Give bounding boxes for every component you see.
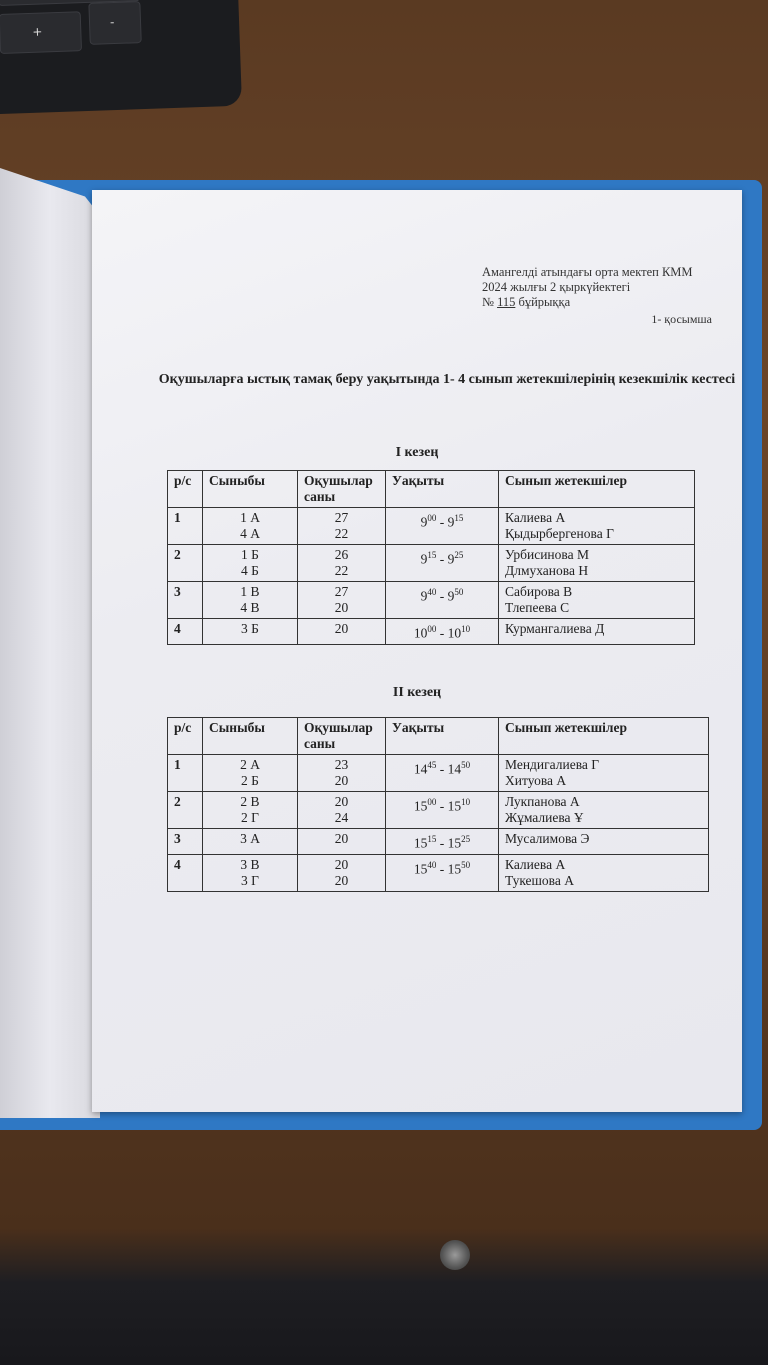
student-count-cell — [298, 508, 386, 545]
row-number: 3 — [168, 829, 203, 855]
student-count: 22 — [334, 563, 349, 578]
time-separator: - — [436, 625, 448, 641]
teacher-name-cell — [499, 854, 709, 891]
student-count-cell — [298, 545, 386, 582]
teacher-name: Сабирова В — [505, 584, 573, 599]
teacher-name-cell — [499, 792, 709, 829]
row-number: 4 — [168, 854, 203, 891]
class-name-cell — [203, 792, 298, 829]
student-count: 20 — [334, 831, 349, 846]
class-name: 3 В — [240, 856, 260, 872]
student-count-cell — [298, 582, 386, 619]
student-count: 20 — [334, 600, 349, 615]
time-from-minute: 15 — [427, 550, 437, 560]
order-number-suffix: бұйрыққа — [518, 295, 571, 309]
student-count: 23 — [334, 757, 349, 772]
class-name: 2 В — [240, 794, 260, 809]
keyboard-key-plus: + — [0, 11, 82, 54]
time-from-hour: 15 — [413, 835, 428, 851]
teacher-name: Хитуова А — [505, 773, 567, 788]
class-name: 2 Г — [241, 810, 259, 825]
table-row — [168, 619, 695, 645]
col-num: р/с — [168, 471, 203, 508]
col-teachers: Сынып жетекшілер — [499, 718, 709, 755]
teacher-name: Қыдырбергенова Г — [505, 526, 614, 541]
class-name: 4 В — [240, 600, 260, 615]
class-name: 3 А — [240, 831, 260, 846]
teacher-name-cell — [499, 829, 709, 855]
teacher-name: Тукешова А — [505, 872, 574, 888]
class-name: 2 А — [240, 757, 260, 772]
time-to-hour: 9 — [447, 514, 455, 530]
teacher-name: Урбисинова М — [505, 547, 589, 562]
time-from-minute: 40 — [427, 587, 437, 597]
time-to-minute: 50 — [461, 859, 471, 870]
time-separator: - — [436, 835, 448, 851]
order-number-value: 115 — [497, 295, 516, 309]
time-from-hour: 15 — [413, 861, 428, 876]
time-to-hour: 9 — [447, 551, 455, 567]
appendix-label: 1- қосымша — [651, 312, 712, 326]
class-name-cell — [203, 854, 298, 891]
table-row — [168, 545, 695, 582]
table-row — [168, 792, 709, 829]
time-to-minute: 10 — [461, 797, 471, 807]
col-time: Уақыты — [386, 471, 499, 508]
class-name-cell — [203, 619, 298, 645]
teacher-name-cell — [499, 508, 695, 545]
time-to-hour: 15 — [447, 798, 462, 814]
time-to-hour: 14 — [447, 761, 462, 777]
teacher-name-cell — [499, 545, 695, 582]
time-cell — [386, 792, 499, 829]
class-name: 1 В — [240, 584, 260, 599]
time-to-minute: 15 — [454, 513, 464, 523]
phase1-title: I кезең — [395, 445, 439, 460]
teacher-name: Курмангалиева Д — [505, 621, 605, 636]
time-to-hour: 10 — [447, 625, 462, 641]
time-from-minute: 15 — [427, 834, 437, 844]
teacher-name-cell — [499, 619, 695, 645]
table-row — [168, 829, 709, 855]
desk-screw — [440, 1240, 470, 1270]
keyboard-key-minus: - — [88, 1, 141, 45]
time-separator: - — [436, 514, 448, 530]
class-name-cell — [203, 829, 298, 855]
document-page — [92, 190, 742, 1112]
student-count: 20 — [334, 856, 349, 872]
student-count-cell — [298, 755, 386, 792]
student-count: 20 — [334, 794, 349, 809]
class-name: 4 Б — [241, 563, 259, 578]
time-from-minute: 45 — [427, 760, 437, 770]
student-count-cell — [298, 619, 386, 645]
col-num: р/с — [168, 718, 203, 755]
row-number: 1 — [168, 508, 203, 545]
document-title: Оқушыларға ыстық тамақ беру уақытында 1- 4 сынып жетекшілерінің кезекшілік кестесі — [158, 372, 736, 387]
time-from-hour: 9 — [420, 514, 428, 530]
teacher-name: Тлепеева С — [505, 600, 570, 615]
order-number-prefix: № — [482, 295, 494, 309]
table-row — [168, 508, 695, 545]
class-name: 4 А — [240, 526, 260, 541]
time-to-hour: 15 — [447, 861, 462, 876]
time-cell — [386, 545, 499, 582]
time-from-hour: 9 — [420, 551, 428, 567]
time-from-minute: 00 — [427, 513, 437, 523]
row-number: 2 — [168, 545, 203, 582]
student-count-cell — [298, 792, 386, 829]
time-to-minute: 10 — [461, 624, 471, 634]
table-header-row — [168, 471, 695, 508]
time-cell — [386, 508, 499, 545]
table-row — [168, 755, 709, 792]
time-separator: - — [436, 798, 448, 814]
student-count: 27 — [334, 584, 349, 599]
time-separator: - — [436, 551, 448, 567]
phase2-table — [167, 717, 709, 892]
teacher-name-cell — [499, 582, 695, 619]
teacher-name: Калиева А — [505, 510, 566, 525]
time-to-minute: 50 — [454, 587, 464, 597]
time-from-minute: 00 — [427, 797, 437, 807]
row-number: 4 — [168, 619, 203, 645]
class-name-cell — [203, 508, 298, 545]
class-name-cell — [203, 545, 298, 582]
teacher-name: Мусалимова Э — [505, 831, 590, 846]
teacher-name-cell — [499, 755, 709, 792]
time-from-hour: 10 — [413, 625, 428, 641]
class-name-cell — [203, 582, 298, 619]
student-count: 22 — [334, 526, 349, 541]
time-cell — [386, 829, 499, 855]
table-row — [168, 854, 709, 891]
teacher-name: Длмуханова Н — [505, 563, 589, 578]
school-name: Амангелді атындағы орта мектеп КММ — [482, 265, 693, 279]
col-students: Оқушылар саны — [298, 471, 386, 508]
row-number: 2 — [168, 792, 203, 829]
keyboard — [0, 0, 242, 114]
left-page — [0, 168, 100, 1118]
teacher-name: Жұмалиева Ұ — [505, 810, 584, 825]
class-name: 1 Б — [241, 547, 259, 562]
teacher-name: Лукпанова А — [505, 794, 580, 809]
class-name: 2 Б — [241, 773, 259, 788]
time-from-hour: 14 — [413, 761, 428, 777]
class-name: 3 Г — [241, 872, 259, 888]
phase2-title: II кезең — [392, 685, 442, 700]
student-count: 24 — [334, 810, 349, 825]
col-teachers: Сынып жетекшілер — [499, 471, 695, 508]
time-separator: - — [436, 761, 448, 777]
time-from-hour: 15 — [413, 798, 428, 814]
time-cell — [386, 854, 499, 891]
student-count: 20 — [334, 773, 349, 788]
time-cell — [386, 755, 499, 792]
phase1-table — [167, 470, 695, 645]
col-class: Сыныбы — [203, 718, 298, 755]
time-to-hour: 15 — [447, 835, 462, 851]
student-count: 20 — [334, 621, 349, 636]
student-count: 26 — [334, 547, 349, 562]
order-number — [482, 295, 712, 310]
time-to-hour: 9 — [447, 588, 455, 604]
time-to-minute: 50 — [461, 760, 471, 770]
time-from-minute: 40 — [427, 859, 437, 870]
time-from-hour: 9 — [420, 588, 428, 604]
time-cell — [386, 619, 499, 645]
teacher-name: Калиева А — [505, 856, 566, 872]
col-students: Оқушылар саны — [298, 718, 386, 755]
time-from-minute: 00 — [427, 624, 437, 634]
student-count: 27 — [334, 510, 349, 525]
document-header — [482, 265, 712, 327]
col-class: Сыныбы — [203, 471, 298, 508]
time-cell — [386, 582, 499, 619]
teacher-name: Мендигалиева Г — [505, 757, 600, 772]
time-separator: - — [436, 588, 448, 604]
col-time: Уақыты — [386, 718, 499, 755]
row-number: 1 — [168, 755, 203, 792]
student-count-cell — [298, 829, 386, 855]
table-header-row — [168, 718, 709, 755]
time-separator: - — [436, 861, 448, 876]
row-number: 3 — [168, 582, 203, 619]
student-count-cell — [298, 854, 386, 891]
student-count: 20 — [334, 872, 349, 888]
order-date: 2024 жылғы 2 қыркүйектегі — [482, 280, 631, 294]
table-row — [168, 582, 695, 619]
time-to-minute: 25 — [454, 550, 464, 560]
class-name-cell — [203, 755, 298, 792]
class-name: 1 А — [240, 510, 260, 525]
time-to-minute: 25 — [461, 834, 471, 844]
class-name: 3 Б — [241, 621, 259, 636]
